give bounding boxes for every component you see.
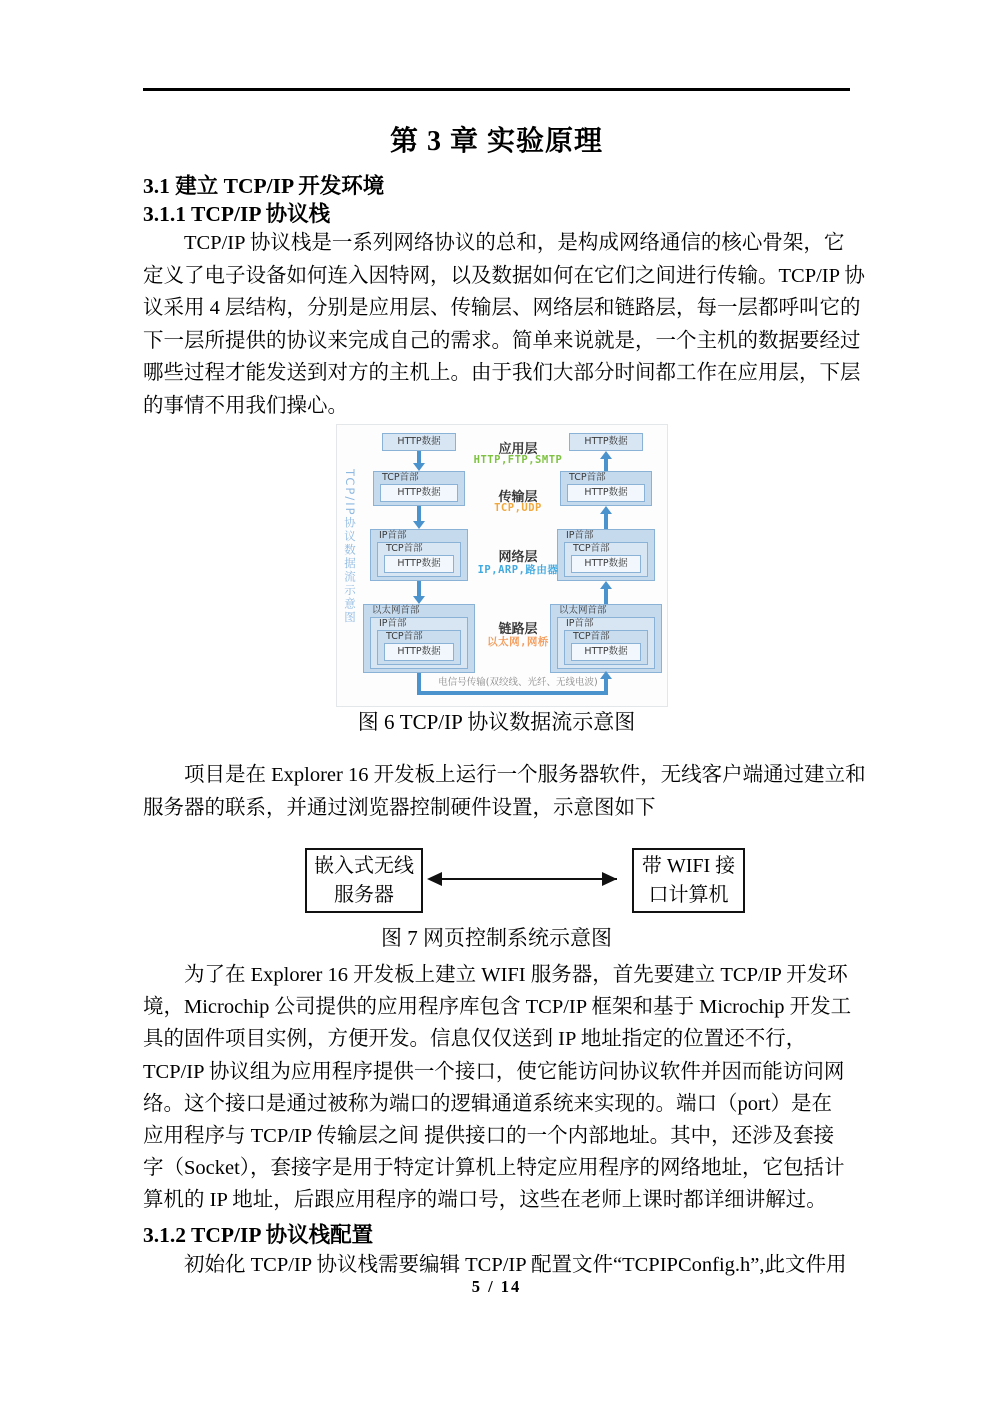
encapsulation-box: HTTP数据 bbox=[571, 643, 641, 661]
layer-protocols: HTTP,FTP,SMTP bbox=[473, 454, 563, 466]
figure-web-control-system bbox=[143, 848, 850, 914]
paragraph-line: 的事情不用我们操心。 bbox=[143, 394, 348, 417]
paragraph-line: 为了在 Explorer 16 开发板上建立 WIFI 服务器，首先要建立 TCP/IP 开发环 bbox=[184, 964, 848, 986]
paragraph-line: 初始化 TCP/IP 协议栈需要编辑 TCP/IP 配置文件“TCPIPConfig.h”,此文件用 bbox=[184, 1254, 847, 1276]
section-heading-3-1-2: 3.1.2 TCP/IP 协议栈配置 bbox=[143, 1223, 374, 1247]
paragraph-line: 服务器的联系，并通过浏览器控制硬件设置，示意图如下 bbox=[143, 797, 656, 819]
layer-name: 传输层 bbox=[498, 490, 538, 505]
section-heading-3-1: 3.1 建立 TCP/IP 开发环境 bbox=[143, 174, 385, 198]
encapsulation-box: HTTP数据 bbox=[384, 555, 454, 573]
header-rule bbox=[143, 88, 850, 91]
encapsulation-box: HTTP数据 bbox=[380, 484, 458, 502]
bottom-connector-line bbox=[604, 679, 608, 695]
paragraph-project-overview bbox=[143, 759, 865, 825]
paragraph-wifi-server-setup bbox=[143, 959, 865, 1217]
figure-tcpip-dataflow-diagram bbox=[336, 424, 668, 707]
box-label: IP首部 bbox=[566, 530, 594, 541]
box-label-line: 口计算机 bbox=[648, 883, 729, 906]
layer-protocols: TCP,UDP bbox=[494, 502, 542, 514]
figure-side-label: TCP/IP协议数据流示意图 bbox=[343, 469, 357, 625]
arrowhead-icon bbox=[413, 521, 425, 529]
embedded-wireless-server-box bbox=[305, 848, 423, 913]
arrowhead-icon bbox=[600, 671, 612, 679]
paragraph-line: 算机的 IP 地址，后跟应用程序的端口号，这些在老师上课时都详细讲解过。 bbox=[143, 1189, 827, 1212]
box-label: 以太网首部 bbox=[559, 605, 607, 616]
arrowhead-right-icon bbox=[602, 872, 617, 886]
paragraph-line: 境，Microchip 公司提供的应用程序库包含 TCP/IP 框架和基于 Microchip 开发工 bbox=[143, 996, 852, 1019]
flow-arrow-up bbox=[604, 588, 608, 604]
box-label: TCP首部 bbox=[382, 472, 419, 483]
encapsulation-box: HTTP数据 bbox=[569, 433, 643, 451]
arrowhead-icon bbox=[413, 463, 425, 471]
layer-protocols: IP,ARP,路由器 bbox=[477, 564, 559, 576]
layer-protocols: 以太网,网桥 bbox=[487, 636, 549, 648]
flow-arrow-up bbox=[604, 458, 608, 471]
chapter-title: 第 3 章 实验原理 bbox=[389, 126, 603, 157]
paragraph-line: 下一层所提供的协议来完成自己的需求。简单来说就是，一个主机的数据要经过 bbox=[143, 329, 861, 352]
box-label-line: 服务器 bbox=[334, 883, 394, 906]
box-label: IP首部 bbox=[379, 618, 407, 629]
box-label: TCP首部 bbox=[569, 472, 606, 483]
flow-arrow-up bbox=[604, 513, 608, 529]
encapsulation-box: HTTP数据 bbox=[382, 433, 456, 451]
paragraph-line: TCP/IP 协议组为应用程序提供一个接口，使它能访问协议软件并因而能访问网 bbox=[143, 1060, 845, 1083]
bottom-connector-line bbox=[417, 691, 608, 695]
section-heading-3-1-1: 3.1.1 TCP/IP 协议栈 bbox=[143, 202, 331, 226]
layer-name: 应用层 bbox=[498, 442, 538, 457]
wifi-computer-box bbox=[632, 848, 745, 913]
arrowhead-left-icon bbox=[427, 872, 442, 886]
arrowhead-icon bbox=[413, 596, 425, 604]
box-label: TCP首部 bbox=[386, 543, 423, 554]
page-number: 5 / 14 bbox=[471, 1277, 522, 1296]
encapsulation-box: HTTP数据 bbox=[567, 484, 645, 502]
box-label: TCP首部 bbox=[573, 631, 610, 642]
figure6-caption: 图 6 TCP/IP 协议数据流示意图 bbox=[357, 710, 636, 734]
encapsulation-box: HTTP数据 bbox=[384, 643, 454, 661]
paragraph-line: 项目是在 Explorer 16 开发板上运行一个服务器软件，无线客户端通过建立和 bbox=[184, 764, 866, 786]
paragraph-line: 具的固件项目实例，方便开发。信息仅仅送到 IP 地址指定的位置还不行， bbox=[143, 1028, 807, 1051]
box-label: 以太网首部 bbox=[372, 605, 420, 616]
arrowhead-icon bbox=[600, 451, 612, 459]
paragraph-line: 定义了电子设备如何连入因特网，以及数据如何在它们之间进行传输。TCP/IP 协 bbox=[143, 264, 865, 287]
layer-name: 链路层 bbox=[498, 622, 538, 637]
layer-name: 网络层 bbox=[498, 550, 538, 565]
box-label: TCP首部 bbox=[386, 631, 423, 642]
box-label: TCP首部 bbox=[573, 543, 610, 554]
box-label: IP首部 bbox=[379, 530, 407, 541]
paragraph-line: 议采用 4 层结构，分别是应用层、传输层、网络层和链路层，每一层都呼叫它的 bbox=[143, 297, 861, 319]
arrowhead-icon bbox=[600, 506, 612, 514]
paragraph-line: 哪些过程才能发送到对方的主机上。由于我们大部分时间都工作在应用层，下层 bbox=[143, 362, 861, 384]
signal-transmission-label: 电信号传输(双绞线、光纤、无线电波) bbox=[438, 677, 598, 688]
paragraph-line: 络。这个接口是通过被称为端口的逻辑通道系统来实现的。端口（port）是在 bbox=[143, 1092, 833, 1115]
paragraph-line: TCP/IP 协议栈是一系列网络协议的总和，是构成网络通信的核心骨架，它 bbox=[184, 232, 845, 254]
arrowhead-icon bbox=[600, 581, 612, 589]
paragraph-tcpip-intro bbox=[143, 227, 865, 422]
paragraph-line: 字（Socket），套接字是用于特定计算机上特定应用程序的网络地址，它包括计 bbox=[143, 1157, 845, 1180]
figure7-caption: 图 7 网页控制系统示意图 bbox=[381, 926, 612, 950]
encapsulation-box: HTTP数据 bbox=[571, 555, 641, 573]
flow-arrow-down bbox=[417, 506, 421, 522]
box-label-line: 带 WIFI 接 bbox=[641, 854, 736, 877]
flow-arrow-down bbox=[417, 581, 421, 597]
box-label: IP首部 bbox=[566, 618, 594, 629]
box-label-line: 嵌入式无线 bbox=[314, 854, 414, 877]
paragraph-line: 应用程序与 TCP/IP 传输层之间 提供接口的一个内部地址。其中，还涉及套接 bbox=[143, 1125, 835, 1148]
double-arrow-line bbox=[441, 878, 617, 880]
